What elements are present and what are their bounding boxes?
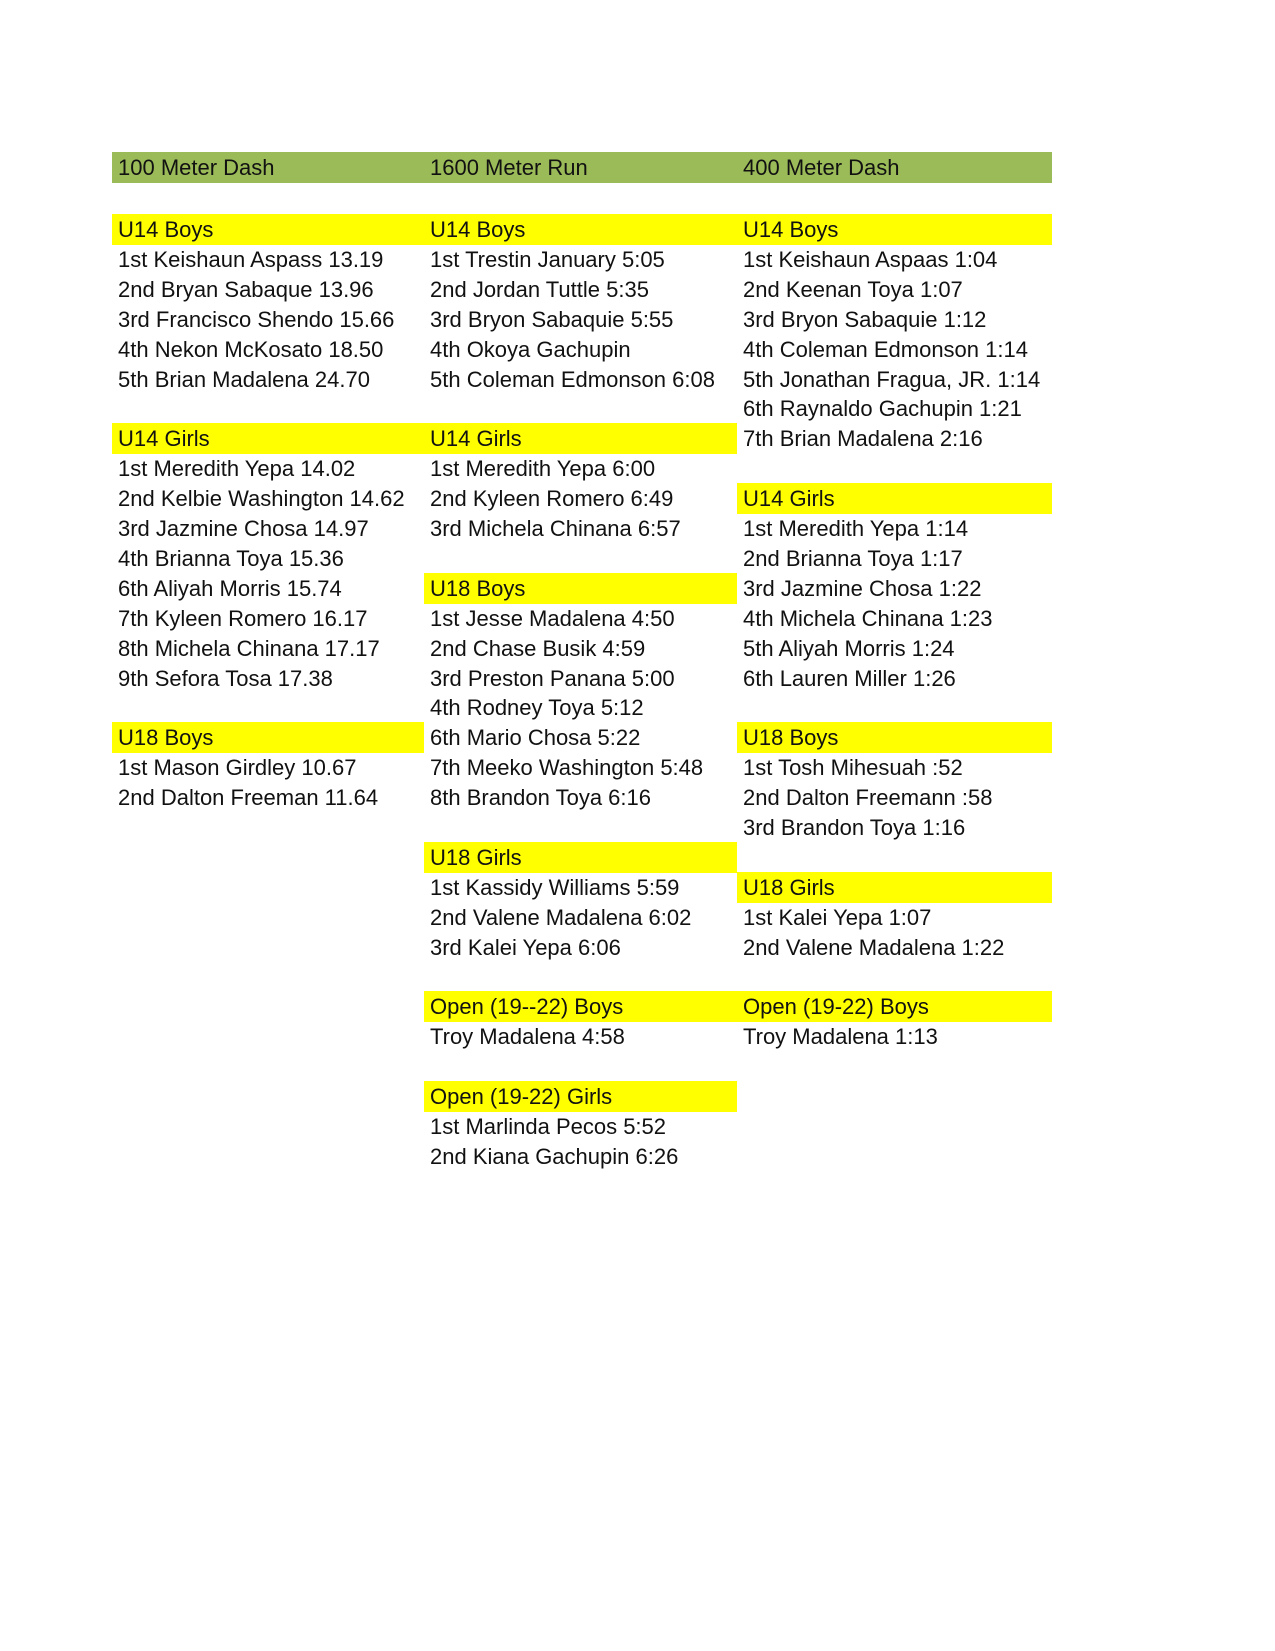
category-band: Open (19-22) Boys [737, 991, 1052, 1022]
result-row: 2nd Jordan Tuttle 5:35 [430, 276, 649, 302]
result-row: 4th Rodney Toya 5:12 [430, 695, 644, 721]
result-row: 2nd Valene Madalena 1:22 [743, 934, 1005, 960]
event-header-row [112, 152, 1052, 183]
result-row: Troy Madalena 1:13 [743, 1024, 938, 1050]
result-row: 2nd Dalton Freemann :58 [743, 785, 993, 811]
result-row: 1st Meredith Yepa 1:14 [743, 516, 969, 541]
result-row: 6th Mario Chosa 5:22 [430, 725, 641, 751]
category-band: U18 Boys [424, 573, 737, 604]
result-row: 2nd Valene Madalena 6:02 [430, 904, 692, 930]
result-row: 4th Okoya Gachupin [430, 336, 631, 362]
result-row: 3rd Brandon Toya 1:16 [743, 815, 966, 840]
result-row: 1st Keishaun Aspaas 1:04 [743, 246, 998, 272]
result-row: 2nd Kelbie Washington 14.62 [118, 486, 405, 512]
result-row: 7th Kyleen Romero 16.17 [118, 605, 368, 631]
result-row: 3rd Jazmine Chosa 1:22 [743, 575, 982, 601]
result-row: 5th Coleman Edmonson 6:08 [430, 366, 715, 392]
result-row: 1st Jesse Madalena 4:50 [430, 605, 675, 631]
result-row: Troy Madalena 4:58 [430, 1024, 625, 1050]
category-band: Open (19-22) Girls [424, 1081, 737, 1112]
result-row: 8th Brandon Toya 6:16 [430, 785, 651, 811]
result-row: 2nd Chase Busik 4:59 [430, 635, 646, 661]
result-row: 5th Brian Madalena 24.70 [118, 366, 370, 392]
result-row: 4th Michela Chinana 1:23 [743, 605, 993, 631]
category-band: U14 Girls [737, 483, 1052, 514]
result-row: 3rd Francisco Shendo 15.66 [118, 306, 395, 332]
result-row: 1st Mason Girdley 10.67 [118, 755, 357, 781]
category-band: U18 Boys [737, 722, 1052, 753]
category-band: Open (19--22) Boys [424, 991, 737, 1022]
result-row: 1st Marlinda Pecos 5:52 [430, 1114, 667, 1139]
result-row: 7th Brian Madalena 2:16 [743, 426, 983, 452]
category-band: U14 Girls [112, 423, 424, 454]
results-sheet [112, 152, 1052, 1264]
result-row: 2nd Kiana Gachupin 6:26 [430, 1143, 679, 1169]
header-400-meter-dash: 400 Meter Dash [743, 155, 900, 180]
category-band: U14 Boys [737, 214, 1052, 245]
header-100-meter-dash: 100 Meter Dash [118, 155, 275, 180]
result-row: 8th Michela Chinana 17.17 [118, 635, 380, 661]
result-row: 3rd Bryon Sabaquie 1:12 [743, 306, 987, 332]
category-band: U18 Boys [112, 722, 424, 753]
result-row: 2nd Bryan Sabaque 13.96 [118, 276, 374, 302]
result-row: 5th Aliyah Morris 1:24 [743, 635, 955, 661]
result-row: 4th Nekon McKosato 18.50 [118, 336, 384, 362]
result-row: 4th Coleman Edmonson 1:14 [743, 336, 1028, 362]
result-row: 1st Tosh Mihesuah :52 [743, 755, 963, 781]
result-row: 2nd Keenan Toya 1:07 [743, 276, 963, 302]
result-row: 3rd Jazmine Chosa 14.97 [118, 516, 369, 541]
result-row: 1st Kalei Yepa 1:07 [743, 904, 932, 930]
result-row: 6th Aliyah Morris 15.74 [118, 575, 342, 601]
result-row: 4th Brianna Toya 15.36 [118, 545, 344, 571]
result-row: 1st Trestin January 5:05 [430, 246, 665, 272]
result-row: 6th Raynaldo Gachupin 1:21 [743, 396, 1022, 422]
category-band: U18 Girls [424, 842, 737, 873]
result-row: 1st Meredith Yepa 14.02 [118, 456, 356, 482]
result-row: 2nd Dalton Freeman 11.64 [118, 785, 379, 811]
category-band: U14 Boys [424, 214, 737, 245]
category-band: U14 Girls [424, 423, 737, 454]
result-row: 3rd Michela Chinana 6:57 [430, 516, 681, 541]
result-row: 1st Keishaun Aspass 13.19 [118, 246, 384, 272]
result-row: 5th Jonathan Fragua, JR. 1:14 [743, 366, 1041, 392]
result-row: 9th Sefora Tosa 17.38 [118, 665, 333, 691]
result-row: 3rd Bryon Sabaquie 5:55 [430, 306, 674, 332]
result-row: 3rd Preston Panana 5:00 [430, 665, 675, 691]
result-row: 2nd Brianna Toya 1:17 [743, 545, 963, 571]
results-grid [112, 214, 1052, 1264]
category-band: U18 Girls [737, 872, 1052, 903]
category-band: U14 Boys [112, 214, 424, 245]
result-row: 2nd Kyleen Romero 6:49 [430, 486, 674, 512]
result-row: 7th Meeko Washington 5:48 [430, 755, 704, 781]
result-row: 3rd Kalei Yepa 6:06 [430, 934, 621, 960]
result-row: 1st Meredith Yepa 6:00 [430, 456, 656, 482]
header-1600-meter-run: 1600 Meter Run [430, 155, 588, 180]
result-row: 6th Lauren Miller 1:26 [743, 665, 956, 691]
result-row: 1st Kassidy Williams 5:59 [430, 874, 680, 900]
